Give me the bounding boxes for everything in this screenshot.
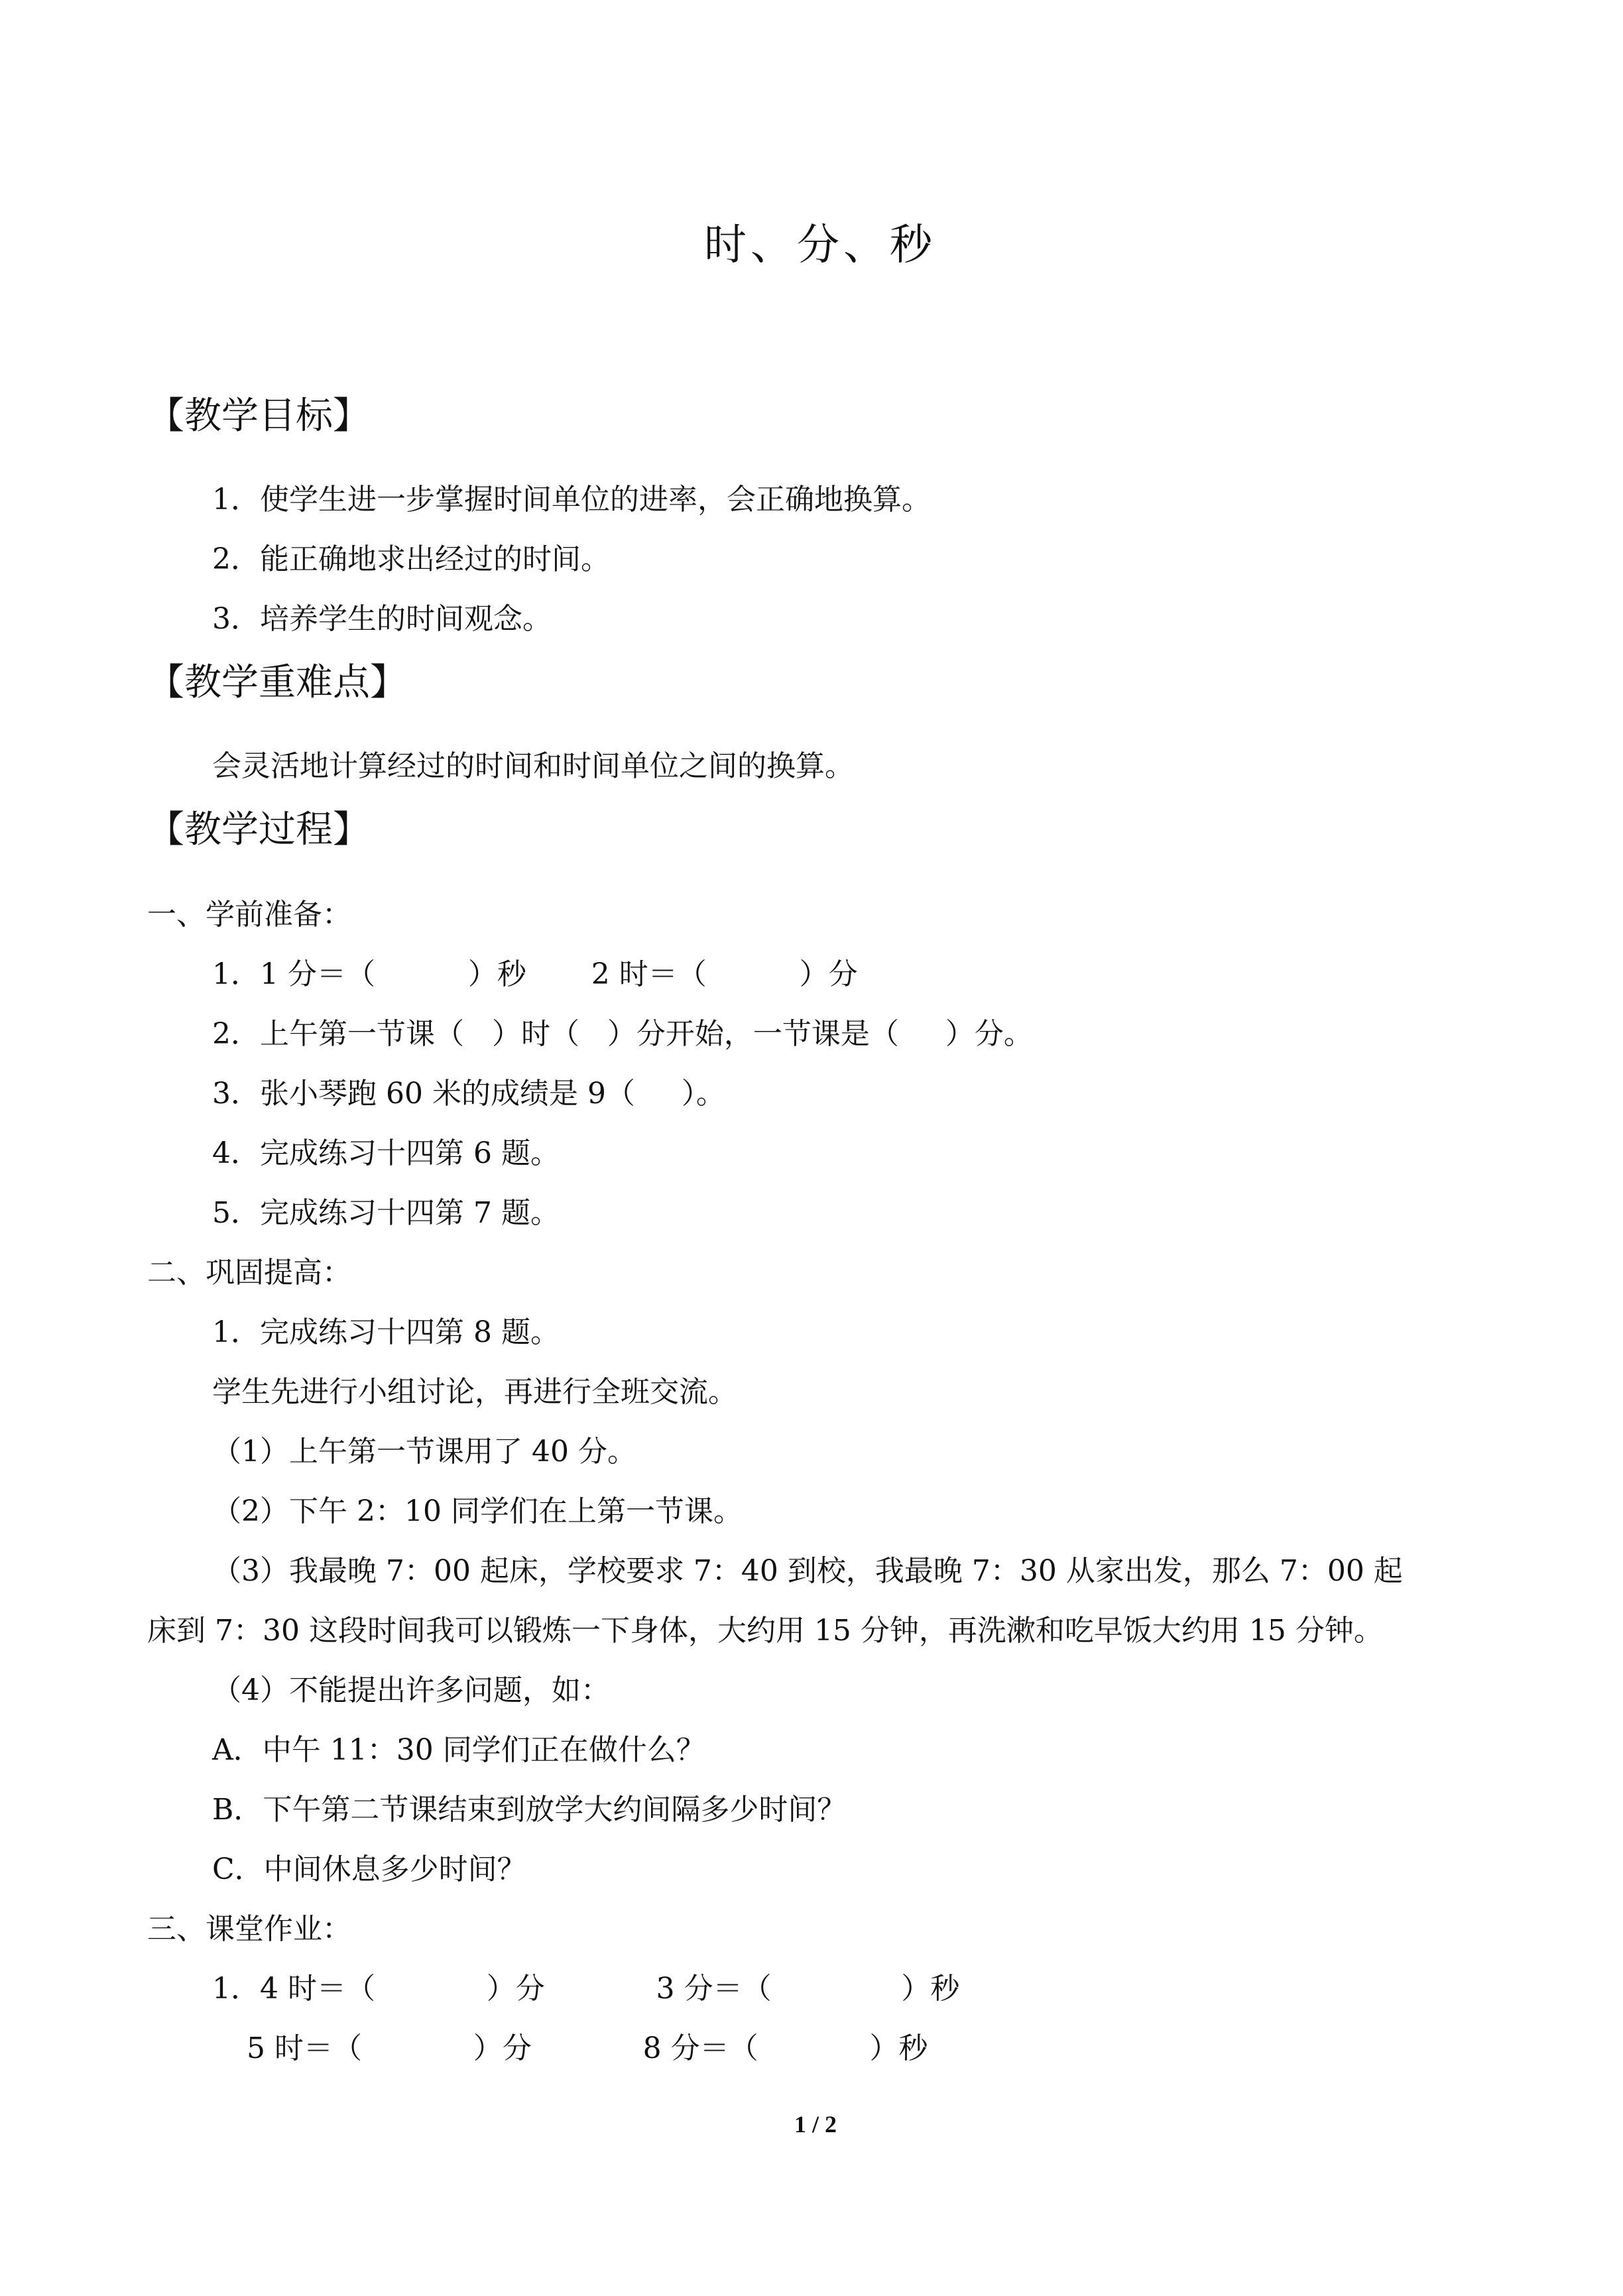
part2-item-a: A．中午 11：30 同学们正在做什么？ <box>212 1733 705 1767</box>
part2-item-2: 学生先进行小组讨论，再进行全班交流。 <box>212 1375 737 1409</box>
part2-title: 二、巩固提高： <box>147 1256 351 1290</box>
page-number: 1 / 2 <box>794 2111 837 2138</box>
part2-item-c: C．中间休息多少时间？ <box>212 1852 526 1886</box>
part3-title: 三、课堂作业： <box>147 1912 351 1946</box>
part1-item-1: 1．1 分＝（ ）秒 2 时＝（ ）分 <box>212 957 858 991</box>
part2-item-b: B．下午第二节课结束到放学大约间隔多少时间？ <box>212 1793 847 1827</box>
key-points-heading: 【教学重难点】 <box>147 661 407 704</box>
part1-title: 一、学前准备： <box>147 898 351 932</box>
part1-item-5: 5．完成练习十四第 7 题。 <box>212 1196 560 1230</box>
part2-item-5-cont: 床到 7：30 这段时间我可以锻炼一下身体，大约用 15 分钟，再洗漱和吃早饭大约用 15 分钟。 <box>147 1614 1383 1648</box>
part1-item-3: 3．张小琴跑 60 米的成绩是 9（ ）。 <box>212 1077 725 1111</box>
part3-item-2: 5 时＝（ ）分 8 分＝（ ）秒 <box>247 2031 928 2065</box>
part2-item-4: （2）下午 2：10 同学们在上第一节课。 <box>212 1494 743 1528</box>
part2-item-3: （1）上午第一节课用了 40 分。 <box>212 1435 636 1469</box>
page-title: 时、分、秒 <box>704 221 936 270</box>
objective-item-3: 3．培养学生的时间观念。 <box>212 602 552 636</box>
part2-item-1: 1．完成练习十四第 8 题。 <box>212 1315 560 1349</box>
key-points-text: 会灵活地计算经过的时间和时间单位之间的换算。 <box>212 749 854 783</box>
part1-item-4: 4．完成练习十四第 6 题。 <box>212 1136 560 1170</box>
part3-item-1: 1．4 时＝（ ）分 3 分＝（ ）秒 <box>212 1972 960 2006</box>
objective-item-1: 1．使学生进一步掌握时间单位的进率，会正确地换算。 <box>212 483 931 516</box>
part2-item-6: （4）不能提出许多问题，如： <box>212 1673 610 1707</box>
objectives-heading: 【教学目标】 <box>147 394 370 438</box>
process-heading: 【教学过程】 <box>147 808 370 851</box>
part2-item-5: （3）我最晚 7：00 起床，学校要求 7：40 到校，我最晚 7：30 从家出发，那么 7：00 起 <box>212 1554 1403 1588</box>
part1-item-2: 2．上午第一节课（ ）时（ ）分开始，一节课是（ ）分。 <box>212 1017 1033 1051</box>
objective-item-2: 2．能正确地求出经过的时间。 <box>212 542 610 576</box>
